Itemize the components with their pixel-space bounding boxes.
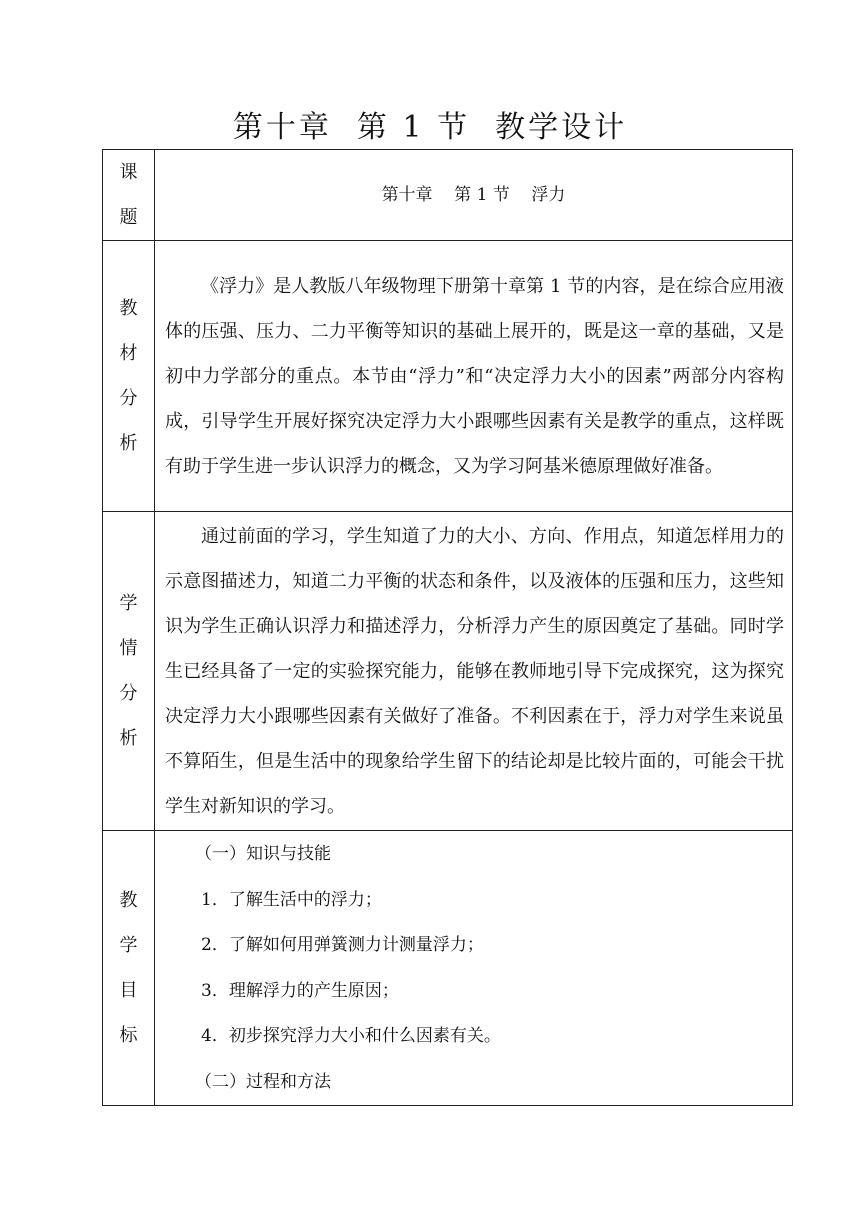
document-title: 第十章 第 1 节 教学设计 bbox=[232, 110, 628, 145]
objective-item: 3．理解浮力的产生原因； bbox=[201, 980, 399, 1001]
students-label-cell bbox=[103, 512, 155, 831]
material-label-char: 材 bbox=[119, 343, 138, 364]
topic-label-cell bbox=[103, 150, 155, 241]
material-label-char: 教 bbox=[119, 298, 138, 319]
students-label-char: 析 bbox=[119, 728, 138, 749]
objectives-label-char: 教 bbox=[119, 890, 138, 911]
objectives-label-char: 目 bbox=[119, 980, 138, 1001]
objectives-label-char: 标 bbox=[119, 1025, 138, 1046]
topic-value: 第十章 第 1 节 浮力 bbox=[155, 150, 793, 241]
objectives-list bbox=[155, 831, 792, 1105]
material-analysis-row bbox=[103, 241, 793, 512]
material-label-char: 分 bbox=[119, 388, 138, 409]
student-analysis-cell bbox=[155, 512, 793, 831]
students-label-char: 学 bbox=[119, 593, 138, 614]
objectives-row bbox=[103, 831, 793, 1106]
material-label-cell bbox=[103, 241, 155, 512]
objective-item: 2．了解如何用弹簧测力计测量浮力； bbox=[201, 935, 484, 955]
material-analysis-cell bbox=[155, 241, 793, 512]
student-analysis-row bbox=[103, 512, 793, 831]
objectives-heading-knowledge: （一）知识与技能 bbox=[195, 844, 331, 864]
students-label-char: 分 bbox=[119, 683, 138, 704]
topic-row bbox=[103, 150, 793, 241]
topic-label-char: 课 bbox=[119, 162, 138, 183]
objectives-heading-process: （二）过程和方法 bbox=[195, 1071, 331, 1092]
material-analysis-text: 《浮力》是人教版八年级物理下册第十章第 1 节的内容，是在综合应用液体的压强、压力、二力平衡等知识的基础上展开的，既是这一章的基础，又是初中力学部分的重点。本节由“浮力”和“决定浮力大小的因素”两部分内容构成，引导学生开展好探究决定浮力大小跟哪些因素有关是教学的重点，这样既有助于学生进一步认识浮力的概念，又为学习阿基米德原理做好准备。 bbox=[165, 276, 784, 477]
objective-item: 4．初步探究浮力大小和什么因素有关。 bbox=[201, 1026, 501, 1046]
objectives-cell bbox=[155, 831, 793, 1106]
objectives-label-cell bbox=[103, 831, 155, 1106]
objectives-label-char: 学 bbox=[119, 935, 138, 956]
material-label-char: 析 bbox=[119, 433, 138, 454]
student-analysis-text: 通过前面的学习，学生知道了力的大小、方向、作用点，知道怎样用力的示意图描述力，知道二力平衡的状态和条件，以及液体的压强和压力，这些知识为学生正确认识浮力和描述浮力，分析浮力产生的原因奠定了基础。同时学生已经具备了一定的实验探究能力，能够在教师地引导下完成探究，这为探究决定浮力大小跟哪些因素有关做好了准备。不利因素在于，浮力对学生来说虽不算陌生，但是生活中的现象给学生留下的结论却是比较片面的，可能会干扰学生对新知识的学习。 bbox=[165, 526, 784, 817]
objective-item: 1．了解生活中的浮力； bbox=[201, 889, 382, 910]
topic-label-char: 题 bbox=[119, 207, 138, 228]
lesson-plan-table bbox=[102, 149, 793, 1106]
students-label-char: 情 bbox=[119, 638, 138, 659]
